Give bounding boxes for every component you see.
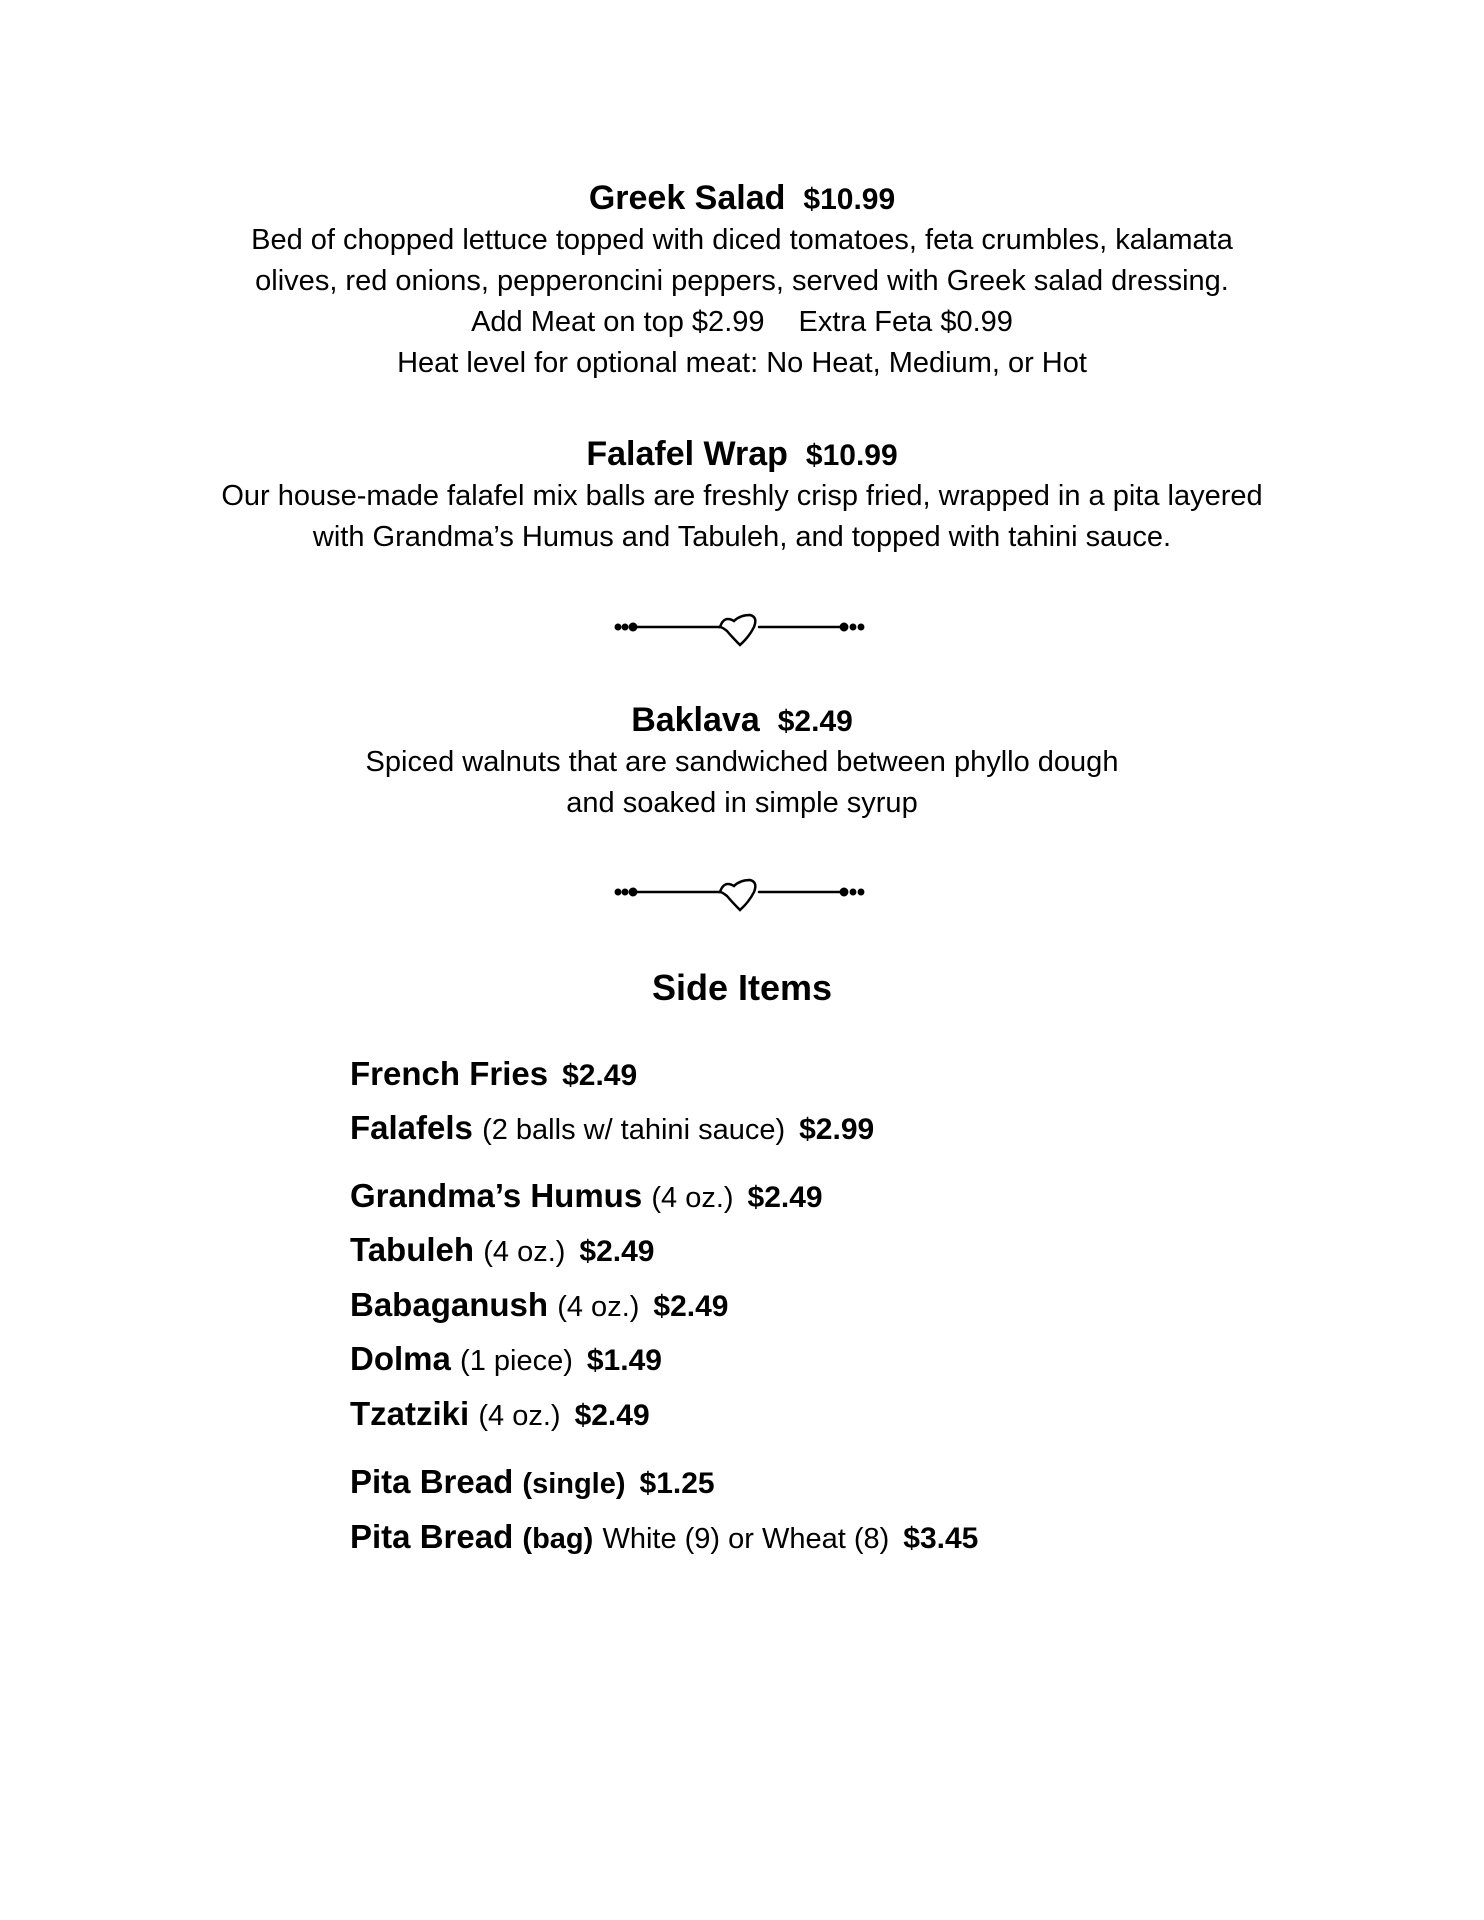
side-item-price: $1.25 (639, 1467, 715, 1500)
side-item-tzatziki (350, 1394, 650, 1436)
greek-salad-addons (0, 302, 1484, 343)
side-item-size: (bag) (522, 1523, 594, 1555)
side-item-price: $2.49 (747, 1181, 823, 1214)
falafel-wrap-description (0, 476, 1484, 558)
baklava-description (0, 742, 1484, 824)
side-item-pita-single (350, 1462, 715, 1504)
side-items-heading-wrap (0, 966, 1484, 1010)
side-item-name: French Fries (350, 1055, 549, 1092)
side-item-note: (4 oz.) (483, 1236, 566, 1268)
baklava-name: Baklava (631, 701, 760, 739)
side-item-name: Falafels (350, 1109, 473, 1146)
side-item-tabuleh (350, 1230, 655, 1272)
baklava-title (0, 700, 1484, 742)
side-item-name: Tzatziki (350, 1395, 470, 1432)
addon-feta: Extra Feta $0.99 (798, 306, 1013, 338)
side-item-french-fries (350, 1054, 637, 1096)
addon-meat: Add Meat on top $2.99 (471, 306, 765, 338)
greek-salad-heat-level: Heat level for optional meat: No Heat, Medium, or Hot (397, 347, 1087, 379)
side-items-heading: Side Items (651, 967, 833, 1008)
heart-flourish-divider-icon (612, 605, 872, 653)
baklava-desc-line-2: and soaked in simple syrup (566, 787, 918, 819)
falafel-wrap-price: $10.99 (805, 439, 898, 472)
greek-salad-desc-line-2: olives, red onions, pepperoncini peppers, served with Greek salad dressing. (255, 265, 1229, 297)
greek-salad-section (0, 178, 1484, 384)
greek-salad-price: $10.99 (803, 183, 896, 216)
side-item-name: Grandma’s Humus (350, 1177, 643, 1214)
falafel-wrap-title (0, 434, 1484, 476)
baklava-desc-line-1: Spiced walnuts that are sandwiched between phyllo dough (365, 746, 1119, 778)
side-item-price: $2.49 (562, 1059, 638, 1092)
greek-salad-desc-line-1: Bed of chopped lettuce topped with diced tomatoes, feta crumbles, kalamata (251, 224, 1233, 256)
side-item-note: (2 balls w/ tahini sauce) (482, 1114, 786, 1146)
side-item-falafels (350, 1108, 874, 1150)
falafel-wrap-desc-line-1: Our house-made falafel mix balls are freshly crisp fried, wrapped in a pita layered (221, 480, 1263, 512)
greek-salad-name: Greek Salad (588, 179, 786, 217)
side-item-note: (4 oz.) (651, 1182, 734, 1214)
falafel-wrap-section (0, 434, 1484, 558)
side-item-name: Tabuleh (350, 1231, 475, 1268)
side-item-name: Pita Bread (350, 1463, 514, 1500)
side-item-size: (single) (522, 1468, 626, 1500)
side-item-note: (4 oz.) (478, 1400, 561, 1432)
side-item-humus (350, 1176, 823, 1218)
greek-salad-title (0, 178, 1484, 220)
side-item-babaganush (350, 1285, 728, 1327)
side-item-price: $1.49 (586, 1344, 662, 1377)
side-item-price: $2.49 (574, 1399, 650, 1432)
side-item-price: $2.49 (579, 1235, 655, 1268)
side-item-price: $2.49 (653, 1290, 729, 1323)
side-item-note: White (9) or Wheat (8) (602, 1523, 890, 1555)
greek-salad-description (0, 220, 1484, 384)
falafel-wrap-desc-line-2: with Grandma’s Humus and Tabuleh, and topped with tahini sauce. (312, 521, 1172, 553)
falafel-wrap-name: Falafel Wrap (586, 435, 788, 473)
side-item-pita-bag (350, 1517, 978, 1559)
baklava-section (0, 700, 1484, 824)
side-item-price: $3.45 (903, 1522, 979, 1555)
side-item-name: Babaganush (350, 1286, 549, 1323)
side-item-price: $2.99 (799, 1113, 875, 1146)
side-item-note: (1 piece) (460, 1345, 573, 1377)
baklava-price: $2.49 (777, 705, 853, 738)
side-item-note: (4 oz.) (557, 1291, 640, 1323)
side-item-name: Dolma (350, 1340, 451, 1377)
heart-flourish-divider-icon (612, 870, 872, 918)
side-item-name: Pita Bread (350, 1518, 514, 1555)
side-item-dolma (350, 1339, 662, 1381)
